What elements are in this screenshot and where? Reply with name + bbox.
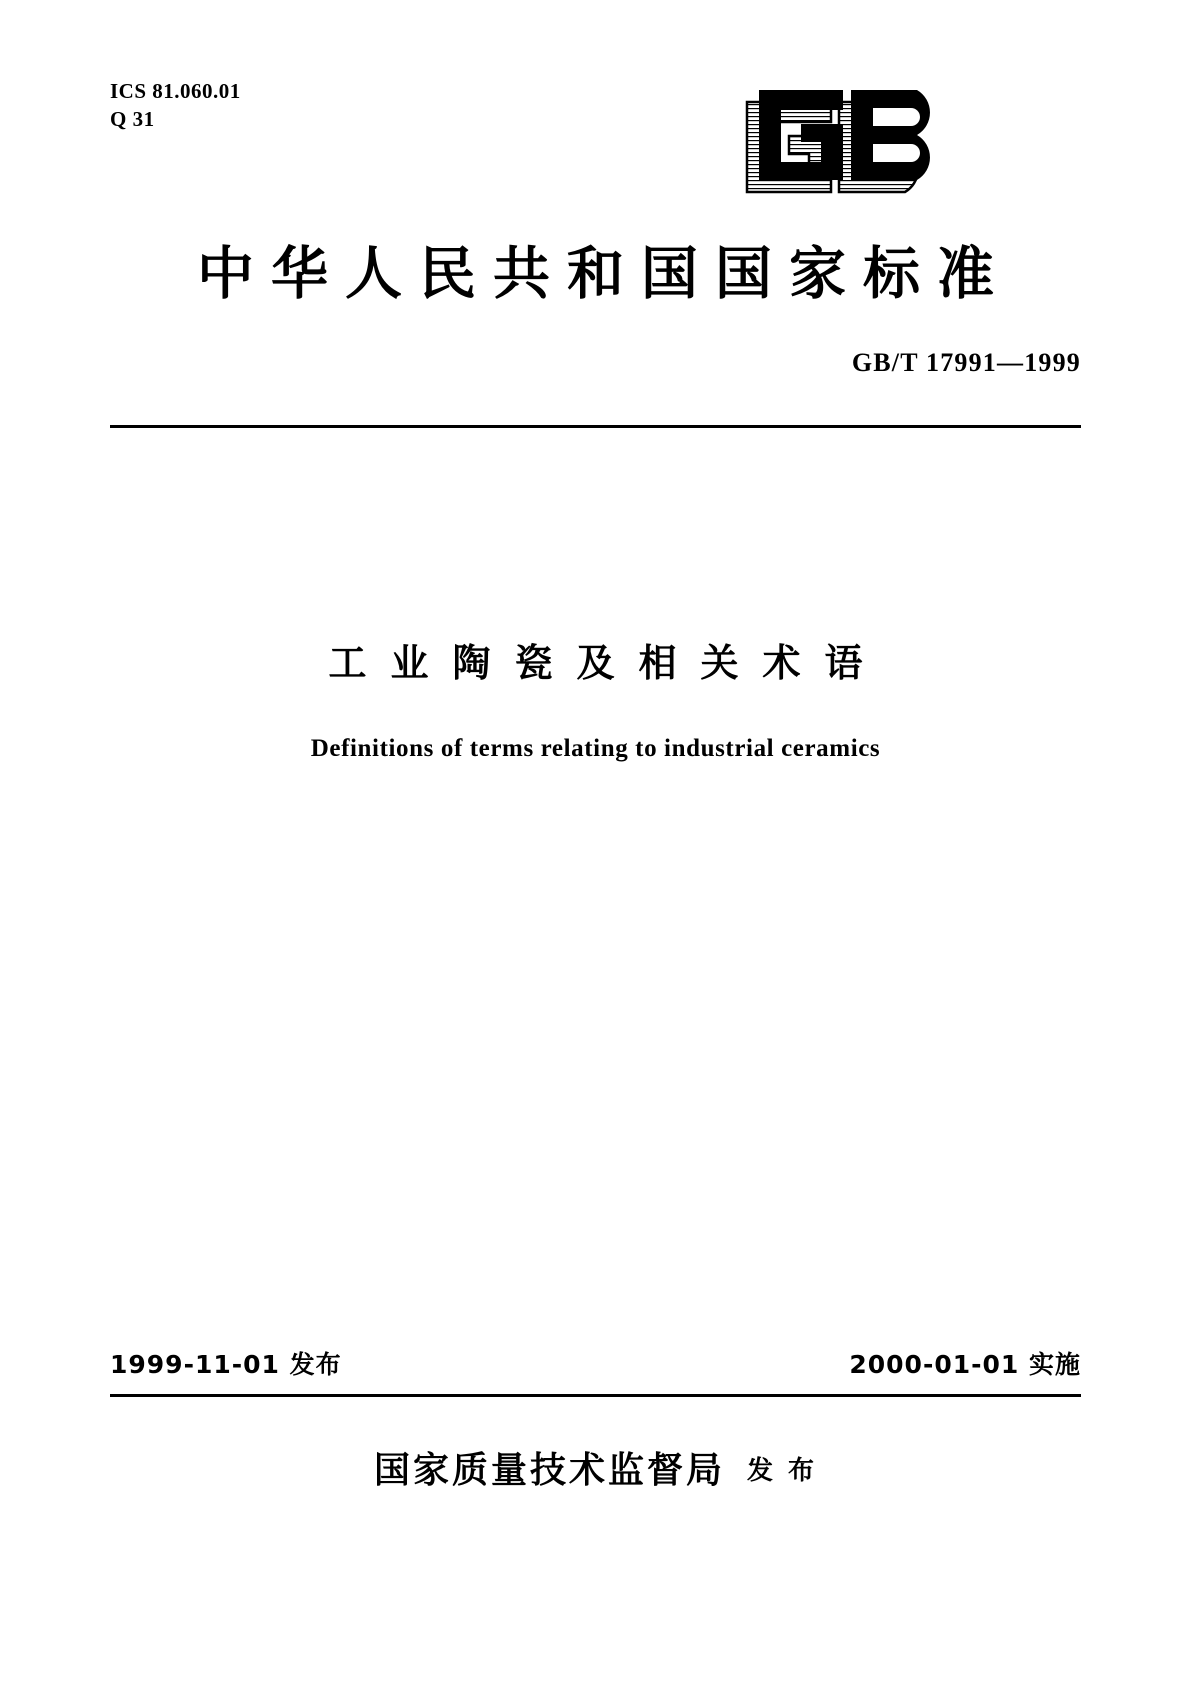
publisher-name: 国家质量技术监督局 — [373, 1450, 725, 1491]
document-title-chinese: 工业陶瓷及相关术语 — [328, 641, 887, 685]
national-standard-title: 中华人民共和国国家标准 — [197, 241, 1011, 307]
document-title-english: Definitions of terms relating to industrial ceramics — [310, 735, 881, 762]
footer-divider — [110, 1394, 1081, 1397]
dates-row — [110, 1345, 1081, 1387]
classification-code: Q 31 — [110, 106, 155, 131]
ics-code-block — [110, 78, 241, 133]
issue-date: 1999-11-01 发布 — [110, 1350, 342, 1379]
publisher-row — [0, 1442, 1191, 1493]
gb-logo-icon — [735, 88, 945, 206]
effective-date: 2000-01-01 实施 — [849, 1350, 1081, 1379]
header-divider — [110, 425, 1081, 428]
standard-number: GB/T 17991—1999 — [851, 348, 1081, 377]
ics-code: ICS 81.060.01 — [110, 79, 241, 103]
publisher-verb: 发 布 — [746, 1456, 818, 1486]
